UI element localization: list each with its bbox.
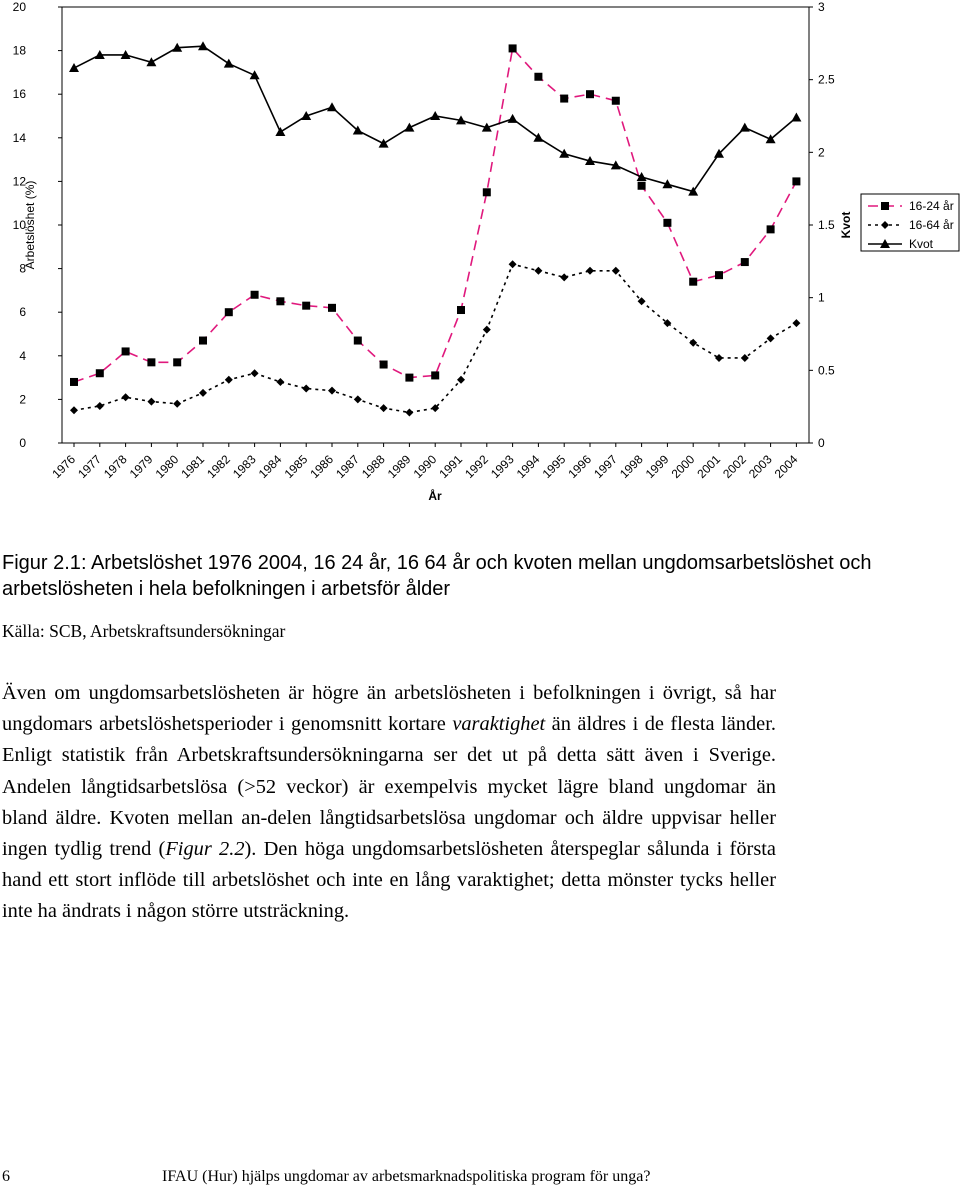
x-tick-label: 1986 xyxy=(307,452,337,482)
body-text xyxy=(2,678,776,928)
data-point xyxy=(302,302,310,310)
legend xyxy=(861,194,959,251)
data-point xyxy=(327,102,337,111)
data-point xyxy=(302,385,310,393)
data-point xyxy=(483,188,491,196)
x-tick-label: 1987 xyxy=(333,452,362,482)
y-tick-label: 18 xyxy=(12,43,26,58)
left-axis-ticks xyxy=(13,0,62,450)
data-point xyxy=(430,111,440,120)
x-tick-label: 1999 xyxy=(642,452,672,482)
data-point xyxy=(638,297,646,305)
y-tick-label: 6 xyxy=(19,305,26,320)
data-point xyxy=(405,408,413,416)
data-point xyxy=(715,271,723,279)
data-point xyxy=(122,393,130,401)
data-point xyxy=(457,306,465,314)
y-axis-label: Arbetslöshet (%) xyxy=(23,180,37,270)
y2-tick-label: 1 xyxy=(818,290,825,305)
legend-label: 16-24 år xyxy=(909,199,954,213)
x-axis-label: År xyxy=(428,489,442,503)
data-point xyxy=(354,337,362,345)
x-tick-label: 1981 xyxy=(178,452,208,482)
data-point xyxy=(251,369,259,377)
y-tick-label: 8 xyxy=(19,261,26,276)
x-tick-label: 1980 xyxy=(152,452,182,482)
data-point xyxy=(404,123,414,132)
x-tick-label: 1994 xyxy=(513,452,543,482)
data-point xyxy=(791,112,801,121)
right-axis-ticks xyxy=(809,0,835,450)
data-point xyxy=(70,378,78,386)
figure-source: Källa: SCB, Arbetskraftsundersökningar xyxy=(2,621,286,641)
series-line xyxy=(74,48,796,382)
data-point xyxy=(509,260,517,268)
x-tick-label: 1993 xyxy=(487,452,517,482)
data-point xyxy=(638,182,646,190)
data-point xyxy=(96,369,104,377)
data-point xyxy=(122,347,130,355)
x-tick-label: 1977 xyxy=(75,452,104,482)
data-point xyxy=(225,308,233,316)
x-tick-label: 1984 xyxy=(255,452,285,482)
x-tick-label: 1998 xyxy=(616,452,646,482)
series-layer xyxy=(69,41,801,416)
data-point xyxy=(70,406,78,414)
figure-label: Figur 2.1 xyxy=(2,552,81,574)
x-tick-label: 2000 xyxy=(668,452,698,482)
data-point xyxy=(379,139,389,148)
data-point xyxy=(431,371,439,379)
y-tick-label: 14 xyxy=(12,130,26,145)
y2-axis-label: Kvot xyxy=(839,211,853,239)
data-point xyxy=(276,297,284,305)
data-point xyxy=(612,97,620,105)
body-paragraph xyxy=(2,678,776,928)
x-tick-label: 1982 xyxy=(204,452,233,482)
data-point xyxy=(612,267,620,275)
data-point xyxy=(199,337,207,345)
data-point xyxy=(534,267,542,275)
legend-marker xyxy=(881,202,889,210)
page-number: 6 xyxy=(2,1168,10,1185)
data-point xyxy=(380,361,388,369)
data-point xyxy=(689,278,697,286)
data-point xyxy=(663,219,671,227)
data-point xyxy=(586,267,594,275)
data-point xyxy=(483,326,491,334)
data-point xyxy=(741,258,749,266)
data-point xyxy=(276,378,284,386)
x-tick-label: 1976 xyxy=(49,452,79,482)
data-point xyxy=(534,73,542,81)
data-point xyxy=(560,273,568,281)
running-title: IFAU (Hur) hjälps ungdomar av arbetsmarknadspolitiska program för unga? xyxy=(162,1168,651,1185)
body-text-part-3: ). Den höga ungdomsarbetslösheten återspeglar sålunda i första hand ett stort inflöde till arbetslöshet och inte en lång varaktighet; detta mönster tycks heller inte ha ändrats i någon större utsträckning. xyxy=(2,838,776,923)
data-point xyxy=(173,400,181,408)
data-point xyxy=(173,358,181,366)
x-axis-ticks xyxy=(49,443,800,481)
data-point xyxy=(380,404,388,412)
x-tick-label: 1989 xyxy=(384,452,414,482)
data-point xyxy=(586,90,594,98)
x-tick-label: 1983 xyxy=(229,452,259,482)
x-tick-label: 1991 xyxy=(436,452,466,482)
series-kvot xyxy=(69,41,801,195)
data-point xyxy=(767,225,775,233)
y2-tick-label: 0.5 xyxy=(818,363,835,378)
x-tick-label: 1992 xyxy=(462,452,491,482)
data-point xyxy=(354,395,362,403)
y-tick-label: 0 xyxy=(19,436,26,450)
data-point xyxy=(405,374,413,382)
data-point xyxy=(560,95,568,103)
body-emphasis: varaktighet xyxy=(452,713,546,736)
data-point xyxy=(457,376,465,384)
x-tick-label: 2003 xyxy=(745,452,775,482)
y-tick-label: 12 xyxy=(12,174,26,189)
series-16-24-r xyxy=(70,44,800,386)
x-tick-label: 1985 xyxy=(281,452,311,482)
x-tick-label: 1988 xyxy=(358,452,388,482)
y2-tick-label: 0 xyxy=(818,436,825,450)
figure-reference: Figur 2.2 xyxy=(165,838,245,861)
x-tick-label: 1979 xyxy=(126,452,156,482)
data-point xyxy=(715,354,723,362)
y-tick-label: 20 xyxy=(12,0,26,14)
x-tick-label: 2001 xyxy=(694,452,724,482)
body-text-part-1: Även om ungdomsarbetslösheten är högre än arbetslösheten i befolkningen i övrigt, så har ungdomars arbetslöshetsperioder i genomsnitt kortare xyxy=(2,682,776,736)
unemployment-chart xyxy=(0,0,960,515)
data-point xyxy=(251,291,259,299)
data-point xyxy=(199,389,207,397)
data-point xyxy=(147,358,155,366)
figure-caption-text: : Arbetslöshet 1976 2004, 16 24 år, 16 64 år och kvoten mellan ungdomsarbetslöshet och arbetslösheten i hela befolkningen i arbetsför ålder xyxy=(2,552,872,600)
data-point xyxy=(689,339,697,347)
y-tick-label: 4 xyxy=(19,348,26,363)
x-tick-label: 1978 xyxy=(100,452,130,482)
x-tick-label: 1996 xyxy=(565,452,595,482)
data-point xyxy=(508,114,518,123)
y-tick-label: 10 xyxy=(12,218,26,232)
y-tick-label: 16 xyxy=(12,87,26,102)
data-point xyxy=(225,376,233,384)
y2-tick-label: 3 xyxy=(818,0,825,14)
x-tick-label: 1995 xyxy=(539,452,569,482)
y2-tick-label: 2 xyxy=(818,145,825,160)
x-tick-label: 2004 xyxy=(771,452,801,482)
legend-label: 16-64 år xyxy=(909,218,954,232)
data-point xyxy=(250,70,260,79)
y-tick-label: 2 xyxy=(19,392,26,407)
data-point xyxy=(559,149,569,158)
data-point xyxy=(792,177,800,185)
data-point xyxy=(328,387,336,395)
legend-label: Kvot xyxy=(909,237,934,251)
body-text-part-2: än äldres i de flesta länder. Enligt statistik från Arbetskraftsundersökningarna ser det ut på detta sätt även i Sverige. Andelen långtidsarbetslösa (>52 veckor) är exempelvis mycket lägre bland ungdomar än bland äldre. Kvoten mellan an-delen långtidsarbetslösa ungdomar och äldre uppvisar heller ingen tydlig trend ( xyxy=(2,713,776,861)
data-point xyxy=(96,402,104,410)
y2-tick-label: 1.5 xyxy=(818,218,835,232)
data-point xyxy=(767,334,775,342)
data-point xyxy=(533,133,543,142)
x-tick-label: 2002 xyxy=(720,452,749,482)
data-point xyxy=(147,398,155,406)
data-point xyxy=(328,304,336,312)
data-point xyxy=(224,59,234,68)
series-line xyxy=(74,264,796,412)
figure-caption xyxy=(2,550,942,602)
data-point xyxy=(792,319,800,327)
x-tick-label: 1997 xyxy=(591,452,620,482)
data-point xyxy=(275,127,285,136)
x-tick-label: 1990 xyxy=(410,452,440,482)
data-point xyxy=(509,44,517,52)
data-point xyxy=(69,63,79,72)
y2-tick-label: 2.5 xyxy=(818,72,835,87)
data-point xyxy=(740,123,750,132)
